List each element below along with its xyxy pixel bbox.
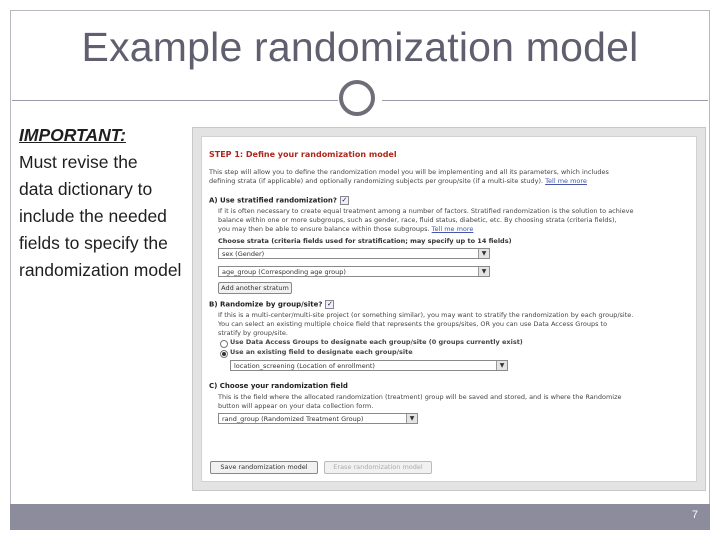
body-line: include the needed xyxy=(19,206,167,226)
chevron-down-icon: ▼ xyxy=(478,249,489,258)
decorative-circle-icon xyxy=(339,80,375,116)
section-c-label: C) Choose your randomization field xyxy=(209,382,348,390)
tell-me-more-link[interactable]: Tell me more xyxy=(431,225,474,233)
rand-field-value: rand_group (Randomized Treatment Group) xyxy=(222,415,364,423)
slide-body xyxy=(19,122,199,284)
chevron-down-icon: ▼ xyxy=(406,414,417,423)
embedded-screenshot xyxy=(192,127,706,491)
tell-me-more-link[interactable]: Tell me more xyxy=(545,177,587,185)
section-b-text: B) Randomize by group/site? xyxy=(209,300,323,309)
site-field-value: location_screening (Location of enrollment) xyxy=(234,362,375,370)
dag-radio[interactable] xyxy=(220,340,228,348)
slide-footer-bar xyxy=(10,504,710,530)
body-line: Must revise the xyxy=(19,152,138,172)
intro-text: defining strata (if applicable) and optionally randomizing subjects per group/site (if a multi-site study). xyxy=(209,177,544,185)
chevron-down-icon: ▼ xyxy=(496,361,507,370)
slide-title: Example randomization model xyxy=(81,24,639,70)
important-label: IMPORTANT: xyxy=(19,125,126,145)
existing-field-radio[interactable] xyxy=(220,350,228,358)
section-c-line: This is the field where the allocated randomization (treatment) group will be saved and stored, and is where the Randomize xyxy=(218,393,622,401)
stratum-value-1: sex (Gender) xyxy=(222,250,265,258)
section-b-line: stratify by group/site. xyxy=(218,329,288,337)
section-b-label xyxy=(209,300,334,309)
site-field-select[interactable] xyxy=(230,360,508,371)
slide-number: 7 xyxy=(691,509,698,521)
erase-randomization-button[interactable]: Erase randomization model xyxy=(324,461,432,474)
body-line: randomization model xyxy=(19,260,182,280)
title-rule-left xyxy=(12,100,338,101)
section-a-line: If it is often necessary to create equal treatment among a number of factors. Stratified randomization is the solution to achieve xyxy=(218,207,634,215)
existing-field-radio-label: Use an existing field to designate each group/site xyxy=(230,348,413,356)
randomization-field-select[interactable] xyxy=(218,413,418,424)
chevron-down-icon: ▼ xyxy=(478,267,489,276)
save-randomization-button[interactable]: Save randomization model xyxy=(210,461,318,474)
section-b-line: If this is a multi-center/multi-site project (or something similar), you may want to stratify the randomization by each group/site. xyxy=(218,311,634,319)
stratum-select-2[interactable] xyxy=(218,266,490,277)
section-b-line: You can select an existing multiple choice field that represents the groups/sites, OR you can use Data Access Groups to xyxy=(218,320,608,328)
section-a-text-3: you may then be able to ensure balance within those subgroups. xyxy=(218,225,430,233)
step-title: STEP 1: Define your randomization model xyxy=(209,150,397,159)
stratum-select-1[interactable] xyxy=(218,248,490,259)
add-stratum-button[interactable]: Add another stratum xyxy=(218,282,292,294)
section-a-text: A) Use stratified randomization? xyxy=(209,196,337,205)
section-c-line: button will appear on your data collection form. xyxy=(218,402,374,410)
body-line: data dictionary to xyxy=(19,179,153,199)
strata-label: Choose strata (criteria fields used for stratification; may specify up to 14 fields) xyxy=(218,237,512,245)
intro-line: This step will allow you to define the randomization model you will be implementing and all its parameters, which includes xyxy=(209,168,609,176)
section-a-label xyxy=(209,196,349,205)
dag-radio-label: Use Data Access Groups to designate each group/site (0 groups currently exist) xyxy=(230,338,523,346)
group-site-checkbox[interactable]: ✓ xyxy=(326,300,333,308)
intro-line-2 xyxy=(209,177,587,186)
title-rule-right xyxy=(382,100,708,101)
body-line: fields to specify the xyxy=(19,233,168,253)
section-a-line-3 xyxy=(218,225,473,234)
section-a-line: balance within one or more subgroups, such as gender, race, fluid status, diabetic, etc. By choosing strata (criteria fields), xyxy=(218,216,617,224)
stratum-value-2: age_group (Corresponding age group) xyxy=(222,268,346,276)
stratified-checkbox[interactable]: ✓ xyxy=(341,196,348,204)
randomization-panel xyxy=(201,136,697,482)
